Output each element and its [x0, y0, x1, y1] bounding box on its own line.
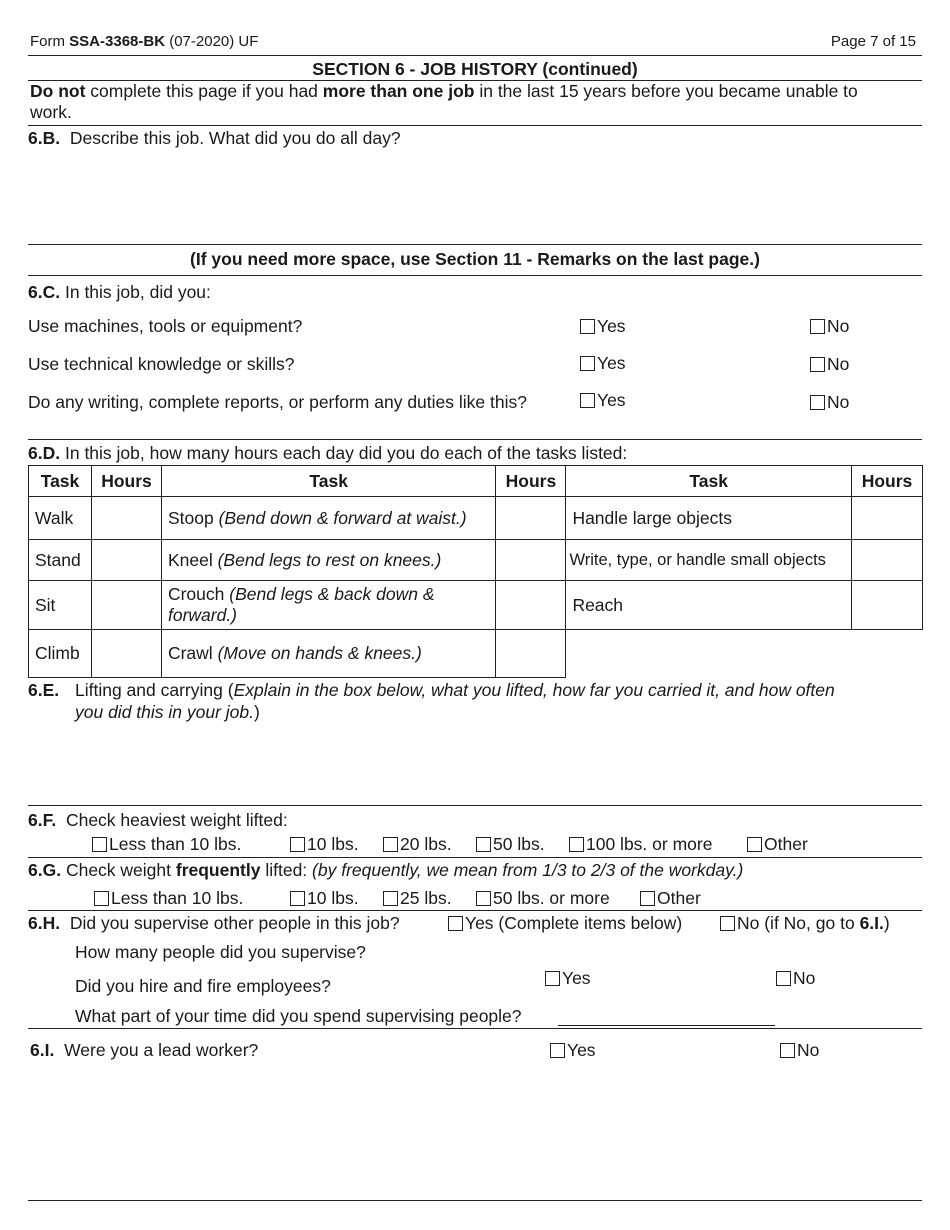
checkbox[interactable]: [383, 837, 398, 852]
q6h-hire-fire-label: Did you hire and fire employees?: [75, 976, 331, 996]
checkbox[interactable]: [94, 891, 109, 906]
table-row: [29, 581, 923, 630]
q6i-yes[interactable]: Yes: [550, 1040, 596, 1060]
q6g-option-25[interactable]: 25 lbs.: [383, 888, 452, 908]
q6c-item-label: Use machines, tools or equipment?: [28, 316, 303, 336]
table-row: [29, 630, 923, 678]
more-space-note: (If you need more space, use Section 11 - Remarks on the last page.): [190, 249, 760, 269]
checkbox[interactable]: [476, 891, 491, 906]
q6f-option-other[interactable]: Other: [747, 834, 808, 854]
hours-input[interactable]: [91, 630, 161, 678]
table-header-row: [29, 466, 923, 497]
checkbox[interactable]: [476, 837, 491, 852]
q6b-answer-area[interactable]: [28, 150, 922, 242]
q6f-label: 6.F. Check heaviest weight lifted:: [28, 810, 288, 830]
checkbox[interactable]: [290, 891, 305, 906]
q6e-label: 6.E.: [28, 680, 60, 700]
q6c-writing-yes[interactable]: Yes: [580, 390, 626, 410]
checkbox[interactable]: [640, 891, 655, 906]
checkbox[interactable]: [448, 916, 463, 931]
task-name: Walk: [29, 497, 92, 540]
q6h-time-label: What part of your time did you spend supervising people?: [75, 1006, 522, 1026]
table-row: [29, 540, 923, 581]
task-name: Crawl (Move on hands & knees.): [161, 630, 495, 678]
hours-input[interactable]: [91, 540, 161, 581]
column-header: Hours: [851, 466, 922, 497]
column-header: Hours: [496, 466, 566, 497]
q6c-machines-no[interactable]: No: [810, 316, 849, 336]
form-id: [30, 33, 258, 50]
task-name: Crouch (Bend legs & back down & forward.): [161, 581, 495, 630]
hours-input[interactable]: [496, 540, 566, 581]
q6f-option-10[interactable]: 10 lbs.: [290, 834, 359, 854]
q6d-label: 6.D. In this job, how many hours each day did you do each of the tasks listed:: [28, 443, 628, 463]
q6f-option-20[interactable]: 20 lbs.: [383, 834, 452, 854]
q6h-time-input[interactable]: [558, 1025, 775, 1026]
checkbox[interactable]: [92, 837, 107, 852]
column-header: Task: [29, 466, 92, 497]
form-revision: (07-2020) UF: [169, 33, 259, 50]
checkbox[interactable]: [550, 1043, 565, 1058]
checkbox[interactable]: [810, 319, 825, 334]
task-name: Kneel (Bend legs to rest on knees.): [161, 540, 495, 581]
task-name: Stoop (Bend down & forward at waist.): [161, 497, 495, 540]
empty-cell: [566, 630, 923, 678]
q6h-label: 6.H. Did you supervise other people in this job?: [28, 913, 400, 933]
q6g-option-50[interactable]: 50 lbs. or more: [476, 888, 610, 908]
column-header: Task: [161, 466, 495, 497]
task-name: Reach: [566, 581, 852, 630]
q6h-hire-yes[interactable]: Yes: [545, 968, 591, 988]
table-row: [29, 497, 923, 540]
hours-input[interactable]: [496, 630, 566, 678]
checkbox[interactable]: [545, 971, 560, 986]
q6i-no[interactable]: No: [780, 1040, 819, 1060]
q6c-item-label: Use technical knowledge or skills?: [28, 354, 295, 374]
hours-input[interactable]: [851, 581, 922, 630]
q6i-label: 6.I. Were you a lead worker?: [30, 1040, 259, 1060]
q6c-writing-no[interactable]: No: [810, 392, 849, 412]
q6c-machines-yes[interactable]: Yes: [580, 316, 626, 336]
form-prefix: Form: [30, 33, 65, 50]
q6h-yes[interactable]: Yes (Complete items below): [448, 913, 682, 933]
q6f-option-less-than-10[interactable]: Less than 10 lbs.: [92, 834, 241, 854]
q6c-technical-no[interactable]: No: [810, 354, 849, 374]
hours-input[interactable]: [851, 540, 922, 581]
hours-input[interactable]: [91, 497, 161, 540]
checkbox[interactable]: [580, 356, 595, 371]
checkbox[interactable]: [580, 393, 595, 408]
column-header: Hours: [91, 466, 161, 497]
q6b-label: 6.B. Describe this job. What did you do all day?: [28, 128, 401, 148]
q6h-how-many-label: How many people did you supervise?: [75, 942, 366, 962]
q6f-option-100[interactable]: 100 lbs. or more: [569, 834, 712, 854]
q6g-option-less-than-10[interactable]: Less than 10 lbs.: [94, 888, 243, 908]
checkbox[interactable]: [810, 395, 825, 410]
q6h-hire-no[interactable]: No: [776, 968, 815, 988]
checkbox[interactable]: [580, 319, 595, 334]
hours-input[interactable]: [851, 497, 922, 540]
hours-input[interactable]: [91, 581, 161, 630]
q6c-label: 6.C. In this job, did you:: [28, 282, 211, 302]
q6h-no[interactable]: No (if No, go to 6.I.): [720, 913, 890, 933]
task-name: Stand: [29, 540, 92, 581]
checkbox[interactable]: [290, 837, 305, 852]
checkbox[interactable]: [569, 837, 584, 852]
q6c-technical-yes[interactable]: Yes: [580, 353, 626, 373]
form-number: SSA-3368-BK: [69, 33, 166, 50]
q6f-option-50[interactable]: 50 lbs.: [476, 834, 545, 854]
q6g-option-10[interactable]: 10 lbs.: [290, 888, 359, 908]
q6g-option-other[interactable]: Other: [640, 888, 701, 908]
section-title: SECTION 6 - JOB HISTORY (continued): [312, 59, 638, 79]
instruction: Do not complete this page if you had more than one job in the last 15 years before you became unable to work.: [30, 81, 858, 122]
task-hours-table: [28, 465, 923, 678]
q6c-item-label: Do any writing, complete reports, or perform any duties like this?: [28, 392, 527, 412]
page-number: Page 7 of 15: [830, 33, 916, 50]
column-header: Task: [566, 466, 852, 497]
q6e-answer-area[interactable]: [28, 725, 922, 803]
task-name: Write, type, or handle small objects: [566, 540, 852, 581]
checkbox[interactable]: [383, 891, 398, 906]
checkbox[interactable]: [776, 971, 791, 986]
task-name: Sit: [29, 581, 92, 630]
checkbox[interactable]: [720, 916, 735, 931]
checkbox[interactable]: [747, 837, 762, 852]
q6g-label: 6.G. Check weight frequently lifted: (by frequently, we mean from 1/3 to 2/3 of the workday.): [28, 860, 744, 880]
hours-input[interactable]: [496, 581, 566, 630]
checkbox[interactable]: [810, 357, 825, 372]
task-name: Climb: [29, 630, 92, 678]
q6e-text: Lifting and carrying (Explain in the box below, what you lifted, how far you carried it, and how often you did this in your job.): [75, 680, 835, 722]
checkbox[interactable]: [780, 1043, 795, 1058]
task-name: Handle large objects: [566, 497, 852, 540]
hours-input[interactable]: [496, 497, 566, 540]
